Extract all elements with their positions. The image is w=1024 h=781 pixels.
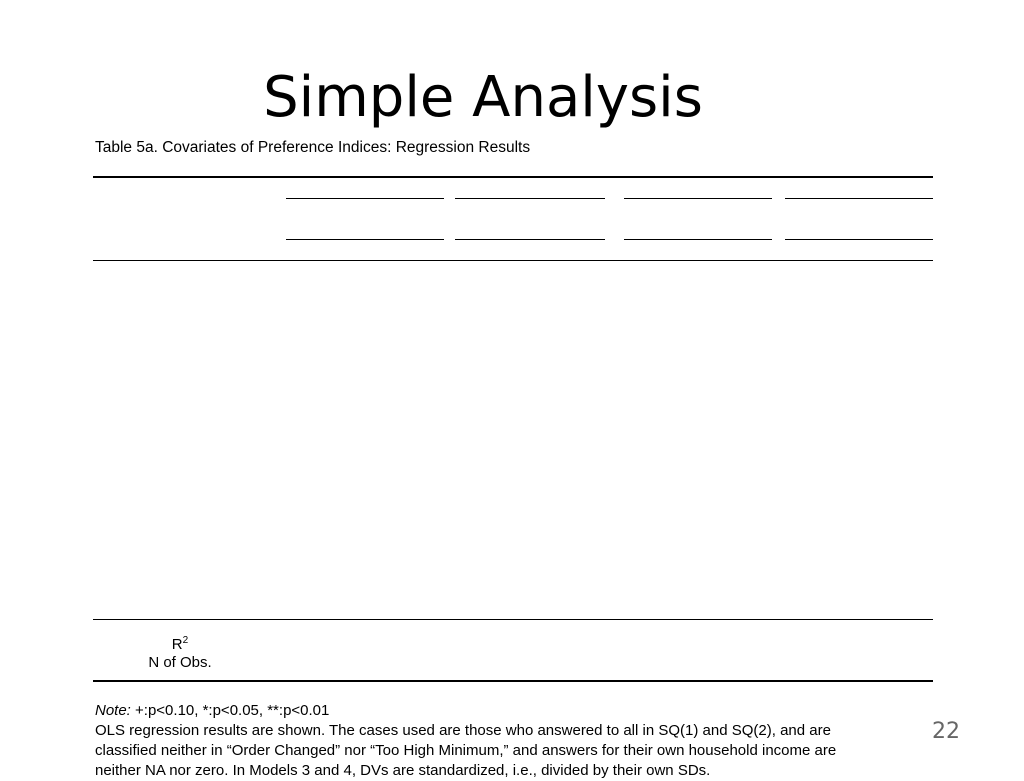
- slide-title: Simple Analysis: [263, 65, 703, 130]
- table-rule: [93, 260, 933, 261]
- note-text-line: classified neither in “Order Changed” nor “Too High Minimum,” and answers for their own household income are: [95, 742, 837, 759]
- stat-label-text: N of Obs.: [148, 654, 212, 671]
- header-underline: [785, 239, 933, 240]
- stat-label-superscript: 2: [182, 635, 189, 646]
- table-rule: [93, 619, 933, 620]
- note-text-line: OLS regression results are shown. The cases used are those who answered to all in SQ(1) and SQ(2), and are: [95, 722, 831, 739]
- note-label: Note:: [95, 702, 131, 719]
- stat-label: [95, 653, 265, 673]
- table-rule: [93, 176, 933, 178]
- note-significance-line: [95, 701, 329, 721]
- header-underline: [455, 198, 605, 199]
- header-underline: [785, 198, 933, 199]
- stat-label-text: R: [171, 636, 183, 653]
- note-text-line: neither NA nor zero. In Models 3 and 4, DVs are standardized, i.e., divided by their own SDs.: [95, 762, 711, 779]
- stat-label: [95, 631, 265, 655]
- header-underline: [624, 239, 772, 240]
- note-significance: +:p<0.10, *:p<0.05, **:p<0.01: [130, 702, 330, 719]
- table-rule: [93, 680, 933, 682]
- header-underline: [286, 239, 444, 240]
- header-underline: [624, 198, 772, 199]
- header-underline: [286, 198, 444, 199]
- page-number: 22: [932, 719, 960, 744]
- header-underline: [455, 239, 605, 240]
- table-caption: Table 5a. Covariates of Preference Indices: Regression Results: [95, 139, 531, 156]
